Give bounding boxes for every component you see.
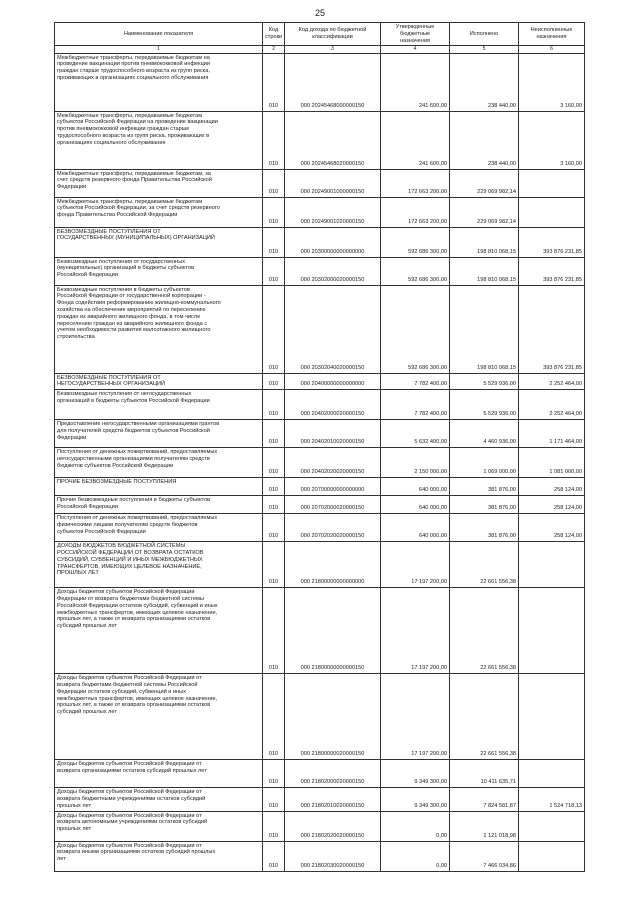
row-unexecuted-cell: 393 876 231,85 (519, 285, 585, 373)
row-unexecuted-cell (519, 542, 585, 588)
row-executed-cell: 5 529 936,00 (450, 373, 519, 390)
row-code-cell: 010 (263, 111, 285, 169)
col-header-name: Наименование показателя (55, 23, 263, 46)
table-row (55, 811, 585, 841)
row-unexecuted-cell: 3 160,00 (519, 53, 585, 111)
row-kbk-cell: 000 20302040020000150 (285, 285, 381, 373)
row-name-cell: Доходы бюджетов субъектов Российской Федерации Федерации от возврата бюджетами бюджетной системы Российской Федерации остатков субсидий, субвенций и иных межбюджетных трансфертов, имеющих целевое назначение, прошлых лет, а также от возврата организациями остатков субсидий прошлых лет (55, 588, 263, 674)
table-row (55, 285, 585, 373)
row-approved-cell: 9 349 300,00 (381, 788, 450, 811)
row-code-cell: 010 (263, 420, 285, 448)
row-executed-cell: 198 810 068,15 (450, 227, 519, 257)
table-row (55, 227, 585, 257)
table-row (55, 420, 585, 448)
row-approved-cell: 7 782 400,00 (381, 390, 450, 420)
table-row (55, 542, 585, 588)
revenue-report-table (54, 22, 585, 872)
row-code-cell: 010 (263, 478, 285, 496)
row-approved-cell: 592 686 300,00 (381, 257, 450, 285)
row-executed-cell: 229 069 982,14 (450, 169, 519, 197)
row-kbk-cell: 000 21802010020000150 (285, 788, 381, 811)
row-unexecuted-cell (519, 811, 585, 841)
row-name-cell: Безвозмездные поступления от негосударственных организаций в бюджеты субъектов Российской Федерации (55, 390, 263, 420)
row-executed-cell: 5 529 936,00 (450, 390, 519, 420)
row-name-cell: Поступления от денежных пожертвований, предоставляемых физическими лицами получателям средств бюджетов субъектов Российской Федерации (55, 514, 263, 542)
row-unexecuted-cell: 1 081 000,00 (519, 448, 585, 478)
col-header-code: Код строки (263, 23, 285, 46)
row-executed-cell: 381 876,00 (450, 496, 519, 514)
row-name-cell: Прочие безвозмездные поступления в бюджеты субъектов Российской Федерации (55, 496, 263, 514)
row-executed-cell: 1 069 000,00 (450, 448, 519, 478)
col-header-approved: Утвержденные бюджетные назначения (381, 23, 450, 46)
row-executed-cell: 22 661 556,38 (450, 588, 519, 674)
table-row (55, 478, 585, 496)
row-unexecuted-cell (519, 169, 585, 197)
row-unexecuted-cell (519, 674, 585, 760)
row-kbk-cell: 000 20402010020000150 (285, 420, 381, 448)
row-kbk-cell: 000 20702000020000150 (285, 496, 381, 514)
table-row (55, 373, 585, 390)
row-kbk-cell: 000 20302000020000150 (285, 257, 381, 285)
row-name-cell: БЕЗВОЗМЕЗДНЫЕ ПОСТУПЛЕНИЯ ОТ НЕГОСУДАРСТВЕННЫХ ОРГАНИЗАЦИЙ (55, 373, 263, 390)
row-approved-cell: 640 000,00 (381, 496, 450, 514)
row-executed-cell: 198 810 068,15 (450, 285, 519, 373)
row-kbk-cell: 000 20700000000000000 (285, 478, 381, 496)
col-header-kbk: Код дохода по бюджетной классификации (285, 23, 381, 46)
row-kbk-cell: 000 21802000020000150 (285, 760, 381, 788)
row-approved-cell: 241 600,00 (381, 53, 450, 111)
row-name-cell: Межбюджетные трансферты, передаваемые бюджетам субъектов Российской Федерации, за счет средств резервного фонда Правительства Российской Федерации (55, 197, 263, 227)
row-unexecuted-cell: 393 876 231,85 (519, 227, 585, 257)
row-name-cell: Безвозмездные поступления в бюджеты субъектов Российской Федерации от государственной корпорации - Фонда содействия реформированию жилищно-коммунального хозяйства на обеспечение мероприятий по переселению граждан из аварийного жилищного фонда, в том числе переселению граждан из аварийного жилищного фонда с учетом необходимости развития малоэтажного жилищного строительства (55, 285, 263, 373)
row-code-cell: 010 (263, 588, 285, 674)
header-row (55, 23, 585, 46)
row-kbk-cell: 000 20300000000000000 (285, 227, 381, 257)
row-kbk-cell: 000 20245468020000150 (285, 111, 381, 169)
row-name-cell: Предоставление негосударственными организациями грантов для получателей средств бюджетов субъектов Российской Федерации (55, 420, 263, 448)
row-code-cell: 010 (263, 169, 285, 197)
row-executed-cell: 10 411 635,71 (450, 760, 519, 788)
row-unexecuted-cell: 2 252 464,00 (519, 373, 585, 390)
row-kbk-cell: 000 20249001000000150 (285, 169, 381, 197)
row-kbk-cell: 000 20702020020000150 (285, 514, 381, 542)
row-code-cell: 010 (263, 514, 285, 542)
table-row (55, 841, 585, 871)
row-unexecuted-cell (519, 588, 585, 674)
row-kbk-cell: 000 20400000000000000 (285, 373, 381, 390)
row-approved-cell: 640 000,00 (381, 514, 450, 542)
col-number: 4 (381, 46, 450, 53)
row-code-cell: 010 (263, 197, 285, 227)
row-code-cell: 010 (263, 811, 285, 841)
table-row (55, 390, 585, 420)
row-unexecuted-cell: 1 171 464,00 (519, 420, 585, 448)
table-row (55, 588, 585, 674)
row-executed-cell: 7 466 034,86 (450, 841, 519, 871)
row-approved-cell: 172 663 200,00 (381, 169, 450, 197)
row-code-cell: 010 (263, 760, 285, 788)
table-row (55, 448, 585, 478)
row-executed-cell: 4 460 936,00 (450, 420, 519, 448)
table-row (55, 197, 585, 227)
row-kbk-cell: 000 21802020020000150 (285, 811, 381, 841)
table-row (55, 496, 585, 514)
row-approved-cell: 5 632 400,00 (381, 420, 450, 448)
row-kbk-cell: 000 20402020020000150 (285, 448, 381, 478)
table-row (55, 257, 585, 285)
row-approved-cell: 2 150 000,00 (381, 448, 450, 478)
page-number: 25 (314, 8, 325, 18)
row-approved-cell: 17 197 200,00 (381, 588, 450, 674)
row-unexecuted-cell: 258 124,00 (519, 514, 585, 542)
row-executed-cell: 22 661 556,38 (450, 674, 519, 760)
row-kbk-cell: 000 20245468000000150 (285, 53, 381, 111)
row-executed-cell: 381 876,00 (450, 514, 519, 542)
row-kbk-cell: 000 21800000000000000 (285, 542, 381, 588)
row-executed-cell: 22 661 556,38 (450, 542, 519, 588)
row-name-cell: Доходы бюджетов субъектов Российской Федерации от возврата бюджетными учреждениями остатков субсидий прошлых лет (55, 788, 263, 811)
row-name-cell: ПРОЧИЕ БЕЗВОЗМЕЗДНЫЕ ПОСТУПЛЕНИЯ (55, 478, 263, 496)
row-name-cell: Межбюджетные трансферты, передаваемые бюджетам, за счет средств резервного фонда Правительства Российской Федерации (55, 169, 263, 197)
row-approved-cell: 17 197 200,00 (381, 674, 450, 760)
row-executed-cell: 381 876,00 (450, 478, 519, 496)
row-approved-cell: 7 782 400,00 (381, 373, 450, 390)
col-number: 6 (519, 46, 585, 53)
row-code-cell: 010 (263, 257, 285, 285)
row-code-cell: 010 (263, 373, 285, 390)
row-code-cell: 010 (263, 285, 285, 373)
row-code-cell: 010 (263, 841, 285, 871)
row-approved-cell: 172 663 200,00 (381, 197, 450, 227)
row-unexecuted-cell: 258 124,00 (519, 478, 585, 496)
row-unexecuted-cell: 258 124,00 (519, 496, 585, 514)
table-row (55, 788, 585, 811)
row-name-cell: Доходы бюджетов субъектов Российской Федерации от возврата организациями остатков субсидий прошлых лет (55, 760, 263, 788)
col-number: 1 (55, 46, 263, 53)
row-approved-cell: 17 197 200,00 (381, 542, 450, 588)
row-unexecuted-cell: 1 524 718,13 (519, 788, 585, 811)
row-code-cell: 010 (263, 227, 285, 257)
row-name-cell: ДОХОДЫ БЮДЖЕТОВ БЮДЖЕТНОЙ СИСТЕМЫ РОССИЙСКОЙ ФЕДЕРАЦИИ ОТ ВОЗВРАТА ОСТАТКОВ СУБСИДИЙ, СУБВЕНЦИЙ И ИНЫХ МЕЖБЮДЖЕТНЫХ ТРАНСФЕРТОВ, ИМЕЮЩИХ ЦЕЛЕВОЕ НАЗНАЧЕНИЕ, ПРОШЛЫХ ЛЕТ (55, 542, 263, 588)
row-kbk-cell: 000 21802030020000150 (285, 841, 381, 871)
row-kbk-cell: 000 20402000020000150 (285, 390, 381, 420)
row-executed-cell: 198 810 068,15 (450, 257, 519, 285)
row-executed-cell: 238 440,00 (450, 53, 519, 111)
row-code-cell: 010 (263, 53, 285, 111)
row-executed-cell: 1 121 018,98 (450, 811, 519, 841)
row-executed-cell: 238 440,00 (450, 111, 519, 169)
row-name-cell: Поступления от денежных пожертвований, предоставляемых негосударственными организациями получателям средств бюджетов субъектов Российской Федерации (55, 448, 263, 478)
table-row (55, 111, 585, 169)
row-code-cell: 010 (263, 542, 285, 588)
row-kbk-cell: 000 21800000020000150 (285, 674, 381, 760)
row-executed-cell: 229 069 982,14 (450, 197, 519, 227)
row-name-cell: Доходы бюджетов субъектов Российской Федерации от возврата бюджетами бюджетной системы Российской Федерации остатков субсидий, субвенций и иных межбюджетных трансфертов, имеющих целевое назначение, прошлых лет, а также от возврата организациями остатков субсидий прошлых лет (55, 674, 263, 760)
table-row (55, 169, 585, 197)
row-code-cell: 010 (263, 496, 285, 514)
row-executed-cell: 7 824 581,87 (450, 788, 519, 811)
row-code-cell: 010 (263, 448, 285, 478)
row-approved-cell: 0,00 (381, 811, 450, 841)
table-row (55, 760, 585, 788)
row-name-cell: БЕЗВОЗМЕЗДНЫЕ ПОСТУПЛЕНИЯ ОТ ГОСУДАРСТВЕННЫХ (МУНИЦИПАЛЬНЫХ) ОРГАНИЗАЦИЙ (55, 227, 263, 257)
row-code-cell: 010 (263, 674, 285, 760)
row-name-cell: Доходы бюджетов субъектов Российской Федерации от возврата автономными учреждениями остатков субсидий прошлых лет (55, 811, 263, 841)
table-body (55, 53, 585, 871)
row-approved-cell: 0,00 (381, 841, 450, 871)
row-approved-cell: 592 686 300,00 (381, 227, 450, 257)
column-number-row (55, 46, 585, 53)
row-name-cell: Доходы бюджетов субъектов Российской Федерации от возврата иными организациями остатков субсидий прошлых лет (55, 841, 263, 871)
row-unexecuted-cell (519, 760, 585, 788)
row-name-cell: Межбюджетные трансферты, передаваемые бюджетам на проведение вакцинации против пневмококковой инфекции граждан старше трудоспособного возраста из групп риска, проживающих в организациях социального обслуживания (55, 53, 263, 111)
col-header-executed: Исполнено (450, 23, 519, 46)
table-row (55, 53, 585, 111)
row-unexecuted-cell: 2 252 464,00 (519, 390, 585, 420)
row-approved-cell: 241 600,00 (381, 111, 450, 169)
row-unexecuted-cell (519, 841, 585, 871)
row-kbk-cell: 000 21800000000000150 (285, 588, 381, 674)
table-row (55, 674, 585, 760)
row-name-cell: Межбюджетные трансферты, передаваемые бюджетам субъектов Российской Федерации на проведение вакцинации против пневмококковой инфекции граждан старше трудоспособного возраста из групп риска, проживающих в организациях социального обслуживания (55, 111, 263, 169)
row-approved-cell: 640 000,00 (381, 478, 450, 496)
row-kbk-cell: 000 20249001020000150 (285, 197, 381, 227)
row-code-cell: 010 (263, 788, 285, 811)
col-number: 2 (263, 46, 285, 53)
row-approved-cell: 592 686 300,00 (381, 285, 450, 373)
row-unexecuted-cell: 3 160,00 (519, 111, 585, 169)
row-unexecuted-cell: 393 876 231,85 (519, 257, 585, 285)
row-approved-cell: 9 349 300,00 (381, 760, 450, 788)
row-name-cell: Безвозмездные поступления от государственных (муниципальных) организаций в бюджеты субъектов Российской Федерации (55, 257, 263, 285)
col-number: 5 (450, 46, 519, 53)
row-code-cell: 010 (263, 390, 285, 420)
col-number: 3 (285, 46, 381, 53)
row-unexecuted-cell (519, 197, 585, 227)
col-header-unexecuted: Неисполненные назначения (519, 23, 585, 46)
table-row (55, 514, 585, 542)
